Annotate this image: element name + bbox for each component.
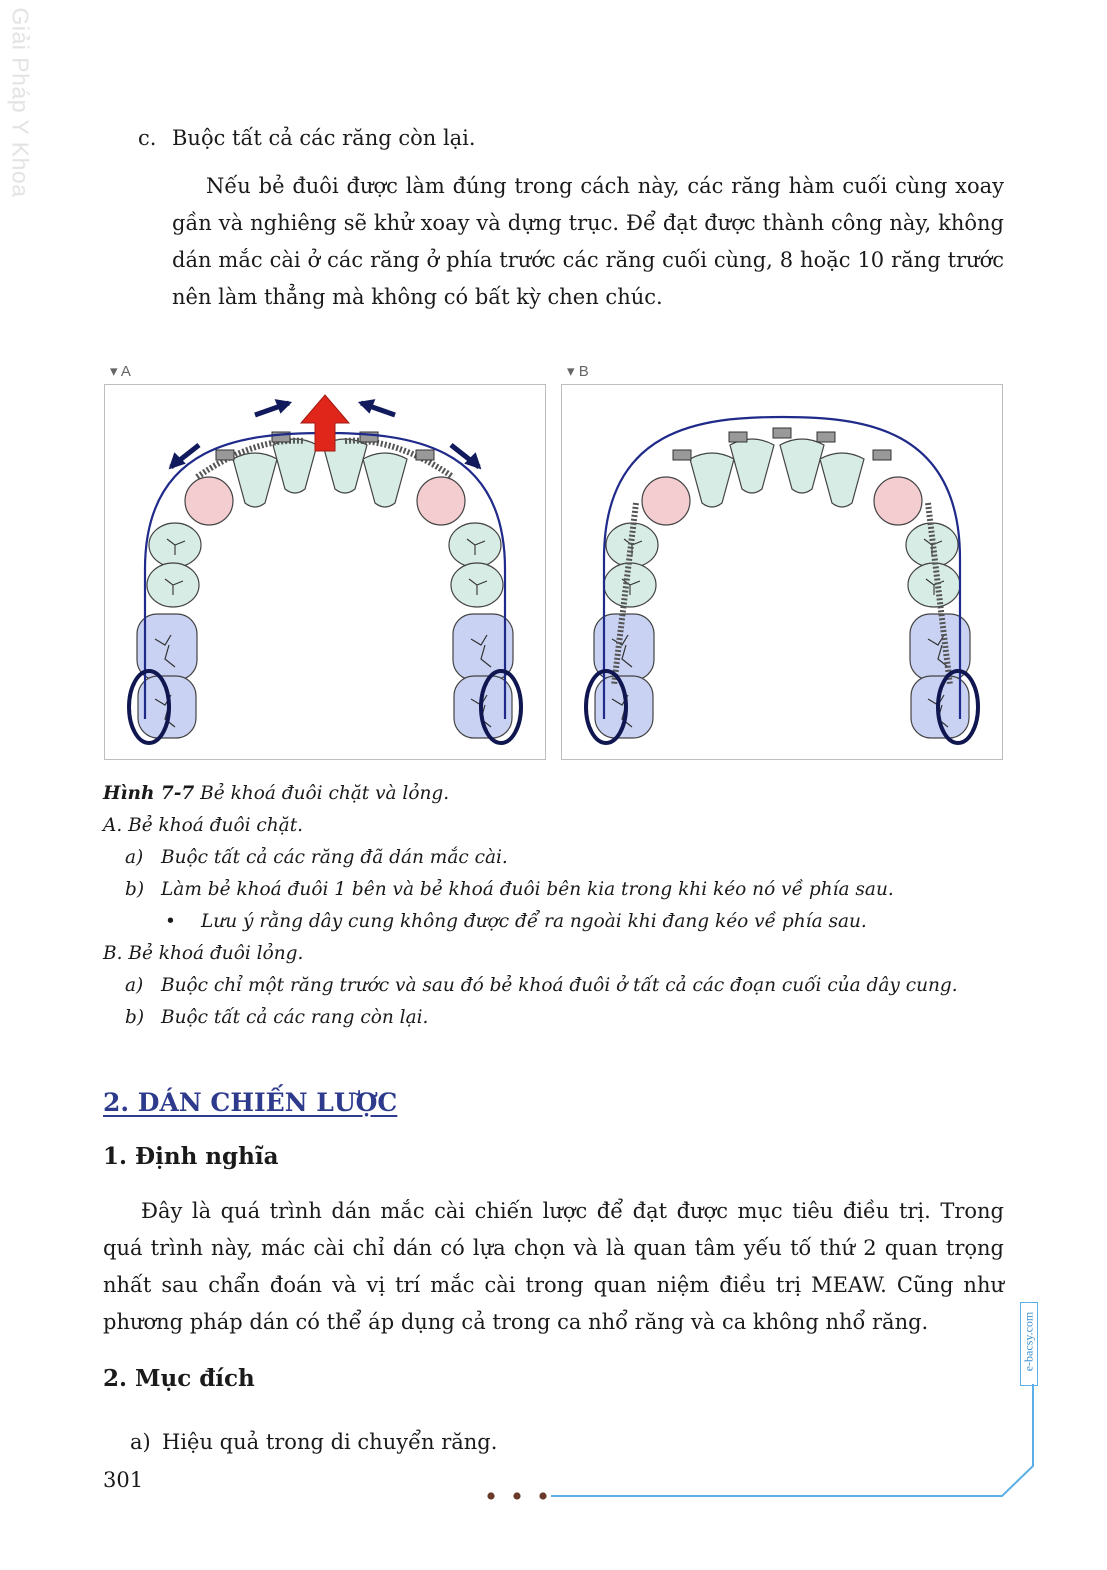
watermark-text: e-bacsy.com [1021, 1311, 1036, 1372]
caption-b-item-a: a) Buộc chỉ một răng trước và sau đó bẻ khoá đuôi ở tất cả các đoạn cuối của dây cung. [125, 975, 958, 996]
caption-figure-title: Bẻ khoá đuôi chặt và lỏng. [194, 783, 450, 804]
incisor-tooth [363, 453, 407, 507]
bracket [673, 450, 691, 460]
section-title: 2. DÁN CHIẾN LƯỢC [103, 1088, 398, 1117]
caption-a-item-b: b) Làm bẻ khoá đuôi 1 bên và bẻ khoá đuôi bên kia trong khi kéo nó về phía sau. [125, 879, 894, 900]
page-frame-decoration [470, 1380, 1050, 1510]
bracket [216, 450, 234, 460]
dental-arch-diagram-b [562, 385, 1002, 759]
dental-arch-diagram-a [105, 385, 545, 759]
list-item-a [130, 1424, 497, 1461]
direction-arrow-head [361, 401, 373, 411]
bracket [817, 432, 835, 442]
caption-a-title: A. Bẻ khoá đuôi chặt. [103, 815, 304, 836]
figure-a [104, 362, 546, 760]
list-item-label: c. [138, 126, 157, 150]
list-item-c [138, 120, 476, 157]
paragraph-2: Đây là quá trình dán mắc cài chiến lược để đạt được mục tiêu điều trị. Trong quá trình này, mác cài chỉ dán có lựa chọn và là quan tâm yếu tố thứ 2 quan trọng nhất sau chẩn đoán và vị trí mắc cài trong quan niệm điều trị MEAW. Cũng như phương pháp dán có thể áp dụng cả trong ca nhổ răng và ca không nhổ răng. [103, 1199, 1004, 1334]
frame-dot [513, 1492, 520, 1499]
subsection-title-purpose: 2. Mục đích [103, 1365, 255, 1392]
canine-tooth [642, 477, 690, 525]
side-brand-text: Giải Pháp Y Khoa [7, 7, 34, 198]
figure-b [561, 362, 1003, 760]
caption-title [103, 778, 1003, 810]
subsection-title-definition: 1. Định nghĩa [103, 1143, 279, 1170]
frame-dot [487, 1492, 494, 1499]
bracket [773, 428, 791, 438]
caption-a-item-a: a) Buộc tất cả các răng đã dán mắc cài. [125, 847, 508, 868]
figure-caption [103, 778, 1003, 1034]
figure-b-tag: ▾ B [567, 363, 589, 380]
list-item-label: a) [130, 1430, 151, 1454]
incisor-tooth [820, 453, 864, 507]
caption-a-bullet: • Lưu ý rằng dây cung không được để ra ngoài khi đang kéo về phía sau. [165, 911, 867, 932]
incisor-tooth [233, 453, 277, 507]
watermark-badge [1020, 1302, 1038, 1386]
list-item-text: Hiệu quả trong di chuyển răng. [162, 1430, 498, 1454]
paragraph-1: Nếu bẻ đuôi được làm đúng trong cách này, các răng hàm cuối cùng xoay gần và nghiêng sẽ khử xoay và dựng trục. Để đạt được thành công này, không dán mắc cài ở các răng ở phía trước các răng cuối cùng, 8 hoặc 10 răng trước nên làm thẳng mà không có bất kỳ chen chúc. [172, 174, 1004, 309]
canine-tooth [185, 477, 233, 525]
bracket [416, 450, 434, 460]
bracket [873, 450, 891, 460]
figure-a-tag: ▾ A [110, 363, 131, 380]
incisor-tooth [273, 439, 317, 493]
bracket [729, 432, 747, 442]
incisor-tooth [730, 439, 774, 493]
canine-tooth [874, 477, 922, 525]
caption-b-item-b: b) Buộc tất cả các rang còn lại. [125, 1007, 429, 1028]
arch-wire [604, 417, 960, 719]
frame-line [551, 1384, 1033, 1496]
caption-b-title: B. Bẻ khoá đuôi lỏng. [103, 943, 304, 964]
figure-a-box [104, 384, 546, 760]
incisor-tooth [780, 439, 824, 493]
figure-b-box [561, 384, 1003, 760]
list-item-text: Buộc tất cả các răng còn lại. [172, 126, 476, 150]
caption-figure-label: Hình 7-7 [103, 783, 195, 804]
side-brand [4, 6, 34, 198]
page-number: 301 [103, 1468, 144, 1492]
frame-dot [539, 1492, 546, 1499]
direction-arrow-head [277, 401, 289, 411]
canine-tooth [417, 477, 465, 525]
incisor-tooth [690, 453, 734, 507]
